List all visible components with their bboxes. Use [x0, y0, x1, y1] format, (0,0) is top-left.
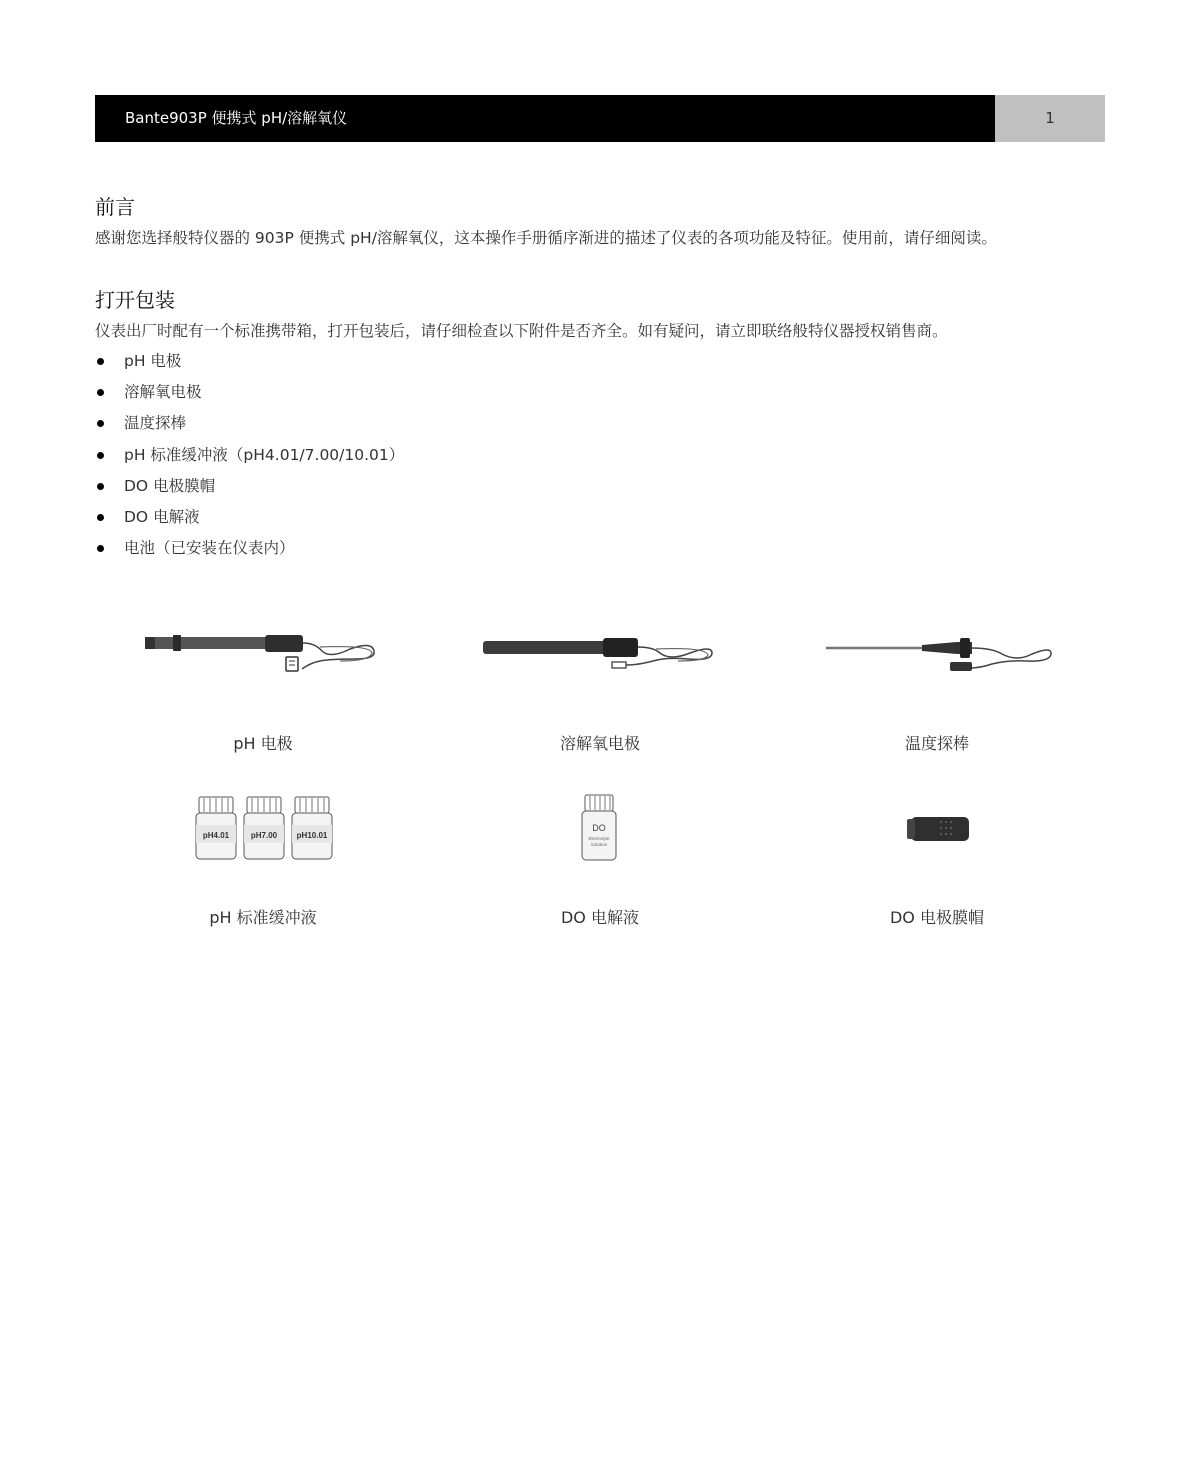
do-electrolyte-bottle-image — [579, 793, 619, 863]
do-electrode-image — [478, 625, 723, 680]
bottle-label-3: pH10.01 — [296, 831, 328, 840]
page-number-box — [995, 95, 1105, 142]
bullet-icon — [97, 358, 104, 365]
bullet-icon — [97, 389, 104, 396]
do-bottle-sub-1: Electrolyte — [588, 836, 610, 841]
page-header — [95, 95, 1105, 142]
list-item-text: pH 电极 — [124, 352, 182, 370]
list-item — [95, 533, 404, 564]
do-electrode-caption: 溶解氧电极 — [559, 734, 640, 753]
list-item-text: DO 电极膜帽 — [124, 476, 216, 495]
temperature-probe-caption: 温度探棒 — [904, 734, 969, 753]
list-item — [95, 502, 404, 533]
preface-heading: 前言 — [95, 195, 135, 219]
list-item-text: 温度探棒 — [124, 414, 187, 433]
bullet-icon — [97, 514, 104, 521]
list-item — [95, 377, 404, 408]
bullet-icon — [97, 545, 104, 552]
list-item-text: DO 电解液 — [124, 507, 200, 526]
do-bottle-label: DO — [592, 823, 606, 833]
bullet-icon — [97, 483, 104, 490]
ph-buffer-bottles-image — [195, 795, 335, 863]
unpacking-heading: 打开包装 — [95, 288, 175, 312]
list-item-text: 溶解氧电极 — [124, 383, 202, 402]
list-item — [95, 408, 404, 439]
unpacking-intro: 仪表出厂时配有一个标准携带箱，打开包装后，请仔细检查以下附件是否齐全。如有疑问，请立即联络般特仪器授权销售商。 — [95, 322, 948, 340]
header-bar — [95, 95, 995, 142]
do-bottle-sub-2: Solution — [590, 842, 608, 847]
list-item — [95, 346, 404, 377]
accessory-list — [95, 346, 404, 564]
list-item — [95, 471, 404, 502]
bullet-icon — [97, 420, 104, 427]
bullet-icon — [97, 452, 104, 459]
list-item-text: 电池（已安装在仪表内） — [124, 539, 295, 558]
header-title: Bante903P 便携式 pH/溶解氧仪 — [125, 109, 348, 127]
ph-electrode-caption: pH 电极 — [233, 734, 293, 753]
list-item-text: pH 标准缓冲液（pH4.01/7.00/10.01） — [124, 445, 405, 464]
bottle-label-1: pH4.01 — [202, 831, 230, 840]
ph-buffer-caption: pH 标准缓冲液 — [209, 908, 317, 927]
ph-electrode-image — [140, 625, 385, 680]
list-item — [95, 440, 404, 471]
temperature-probe-image — [822, 628, 1057, 678]
preface-text: 感谢您选择般特仪器的 903P 便携式 pH/溶解氧仪，这本操作手册循序渐进的描述了仪表的各项功能及特征。使用前，请仔细阅读。 — [95, 229, 997, 247]
do-membrane-cap-image — [903, 814, 973, 844]
do-membrane-cap-caption: DO 电极膜帽 — [889, 908, 984, 927]
do-electrolyte-caption: DO 电解液 — [560, 908, 639, 927]
page-number: 1 — [1045, 109, 1055, 127]
bottle-label-2: pH7.00 — [250, 831, 278, 840]
